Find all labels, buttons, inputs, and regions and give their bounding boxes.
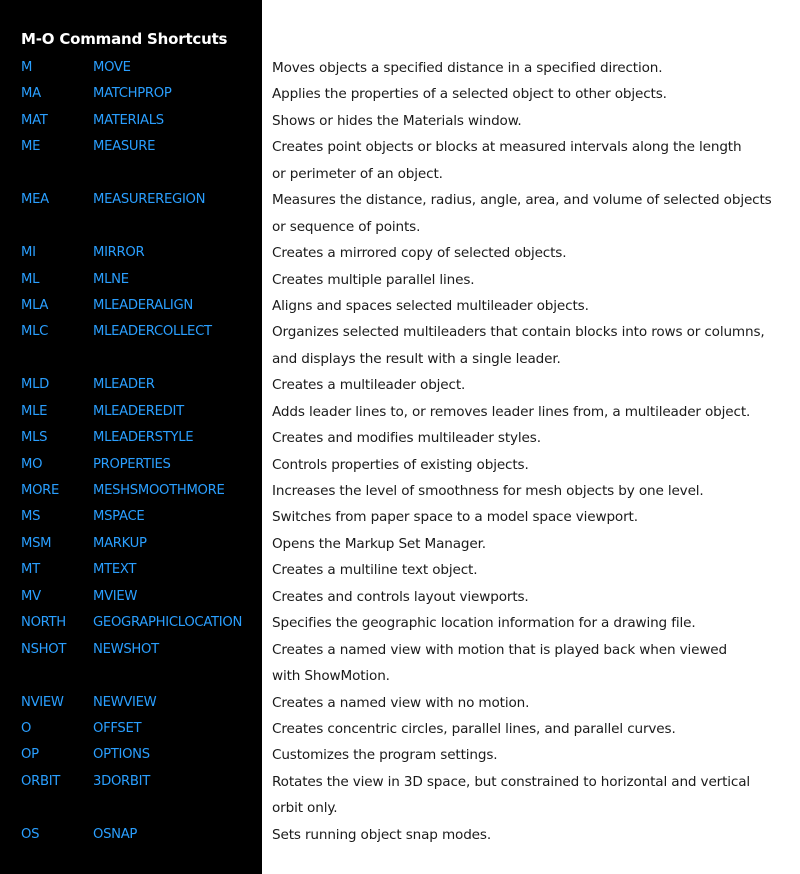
shortcut-row bbox=[0, 187, 800, 240]
command-description: Creates and modifies multileader styles. bbox=[272, 430, 541, 447]
command-description: Controls properties of existing objects. bbox=[272, 456, 529, 473]
shortcut-row-line bbox=[0, 108, 800, 134]
command-description: Switches from paper space to a model space viewport. bbox=[272, 509, 638, 526]
command-description: Moves objects a specified distance in a specified direction. bbox=[272, 60, 663, 76]
shortcut-row-line bbox=[0, 637, 800, 663]
shortcut-alias: MS bbox=[21, 509, 41, 525]
shortcut-row bbox=[0, 399, 800, 425]
command-description: Creates point objects or blocks at measured intervals along the length bbox=[272, 139, 742, 156]
shortcut-alias: NORTH bbox=[21, 615, 66, 631]
command-name: MOVE bbox=[93, 60, 131, 75]
shortcut-row-line bbox=[0, 822, 800, 848]
shortcut-row-line bbox=[0, 557, 800, 583]
command-description: Opens the Markup Set Manager. bbox=[272, 535, 486, 552]
shortcut-alias: MI bbox=[21, 245, 36, 261]
command-name: PROPERTIES bbox=[93, 456, 171, 472]
shortcut-row-line bbox=[0, 452, 800, 478]
command-description: Creates multiple parallel lines. bbox=[272, 271, 475, 288]
command-description: Aligns and spaces selected multileader objects. bbox=[272, 297, 589, 314]
shortcut-row bbox=[0, 372, 800, 398]
command-description: Creates and controls layout viewports. bbox=[272, 588, 529, 605]
shortcut-row-line bbox=[0, 55, 800, 81]
command-name: OFFSET bbox=[93, 720, 142, 736]
shortcut-row-line bbox=[0, 399, 800, 425]
shortcut-row-line bbox=[0, 610, 800, 636]
command-description: Organizes selected multileaders that contain blocks into rows or columns, bbox=[272, 324, 765, 341]
shortcut-alias: MA bbox=[21, 86, 41, 102]
command-name: MLEADERSTYLE bbox=[93, 430, 194, 446]
shortcut-row-line bbox=[0, 267, 800, 293]
shortcut-row-line bbox=[0, 187, 800, 213]
shortcut-row-line bbox=[0, 319, 800, 345]
command-name: MSPACE bbox=[93, 509, 145, 525]
command-name: MATERIALS bbox=[93, 112, 164, 128]
command-name: MEASUREREGION bbox=[93, 192, 206, 208]
command-description: with ShowMotion. bbox=[272, 668, 390, 685]
shortcut-alias: MEA bbox=[21, 192, 49, 208]
shortcut-row bbox=[0, 769, 800, 822]
shortcut-row bbox=[0, 293, 800, 319]
command-name: NEWVIEW bbox=[93, 694, 157, 710]
shortcut-row-line bbox=[0, 372, 800, 398]
command-name: MLEADERCOLLECT bbox=[93, 324, 212, 340]
shortcut-alias: MO bbox=[21, 456, 43, 472]
shortcut-row-line bbox=[0, 425, 800, 451]
command-description: Creates a multiline text object. bbox=[272, 562, 478, 579]
shortcut-row bbox=[0, 55, 800, 81]
shortcut-row-line bbox=[0, 663, 800, 689]
shortcut-row-line bbox=[0, 769, 800, 795]
shortcut-row-line bbox=[0, 134, 800, 160]
shortcut-alias: OP bbox=[21, 747, 39, 763]
command-name: GEOGRAPHICLOCATION bbox=[93, 615, 243, 631]
command-name: MVIEW bbox=[93, 588, 138, 604]
command-name: MARKUP bbox=[93, 535, 147, 551]
command-description: Creates a named view with no motion. bbox=[272, 694, 530, 711]
shortcut-row-line bbox=[0, 504, 800, 530]
command-description: Creates a named view with motion that is played back when viewed bbox=[272, 641, 727, 658]
shortcut-row bbox=[0, 81, 800, 107]
shortcut-row-line bbox=[0, 531, 800, 557]
command-description: Creates concentric circles, parallel lines, and parallel curves. bbox=[272, 720, 676, 737]
shortcut-alias: MSM bbox=[21, 535, 52, 551]
shortcut-alias: ORBIT bbox=[21, 773, 61, 789]
shortcut-row bbox=[0, 690, 800, 716]
command-description: or perimeter of an object. bbox=[272, 165, 443, 182]
command-description: or sequence of points. bbox=[272, 218, 421, 235]
shortcut-row bbox=[0, 716, 800, 742]
command-name: OPTIONS bbox=[93, 747, 150, 763]
shortcut-row-line bbox=[0, 742, 800, 768]
command-name: MTEXT bbox=[93, 562, 137, 578]
shortcut-row-line bbox=[0, 293, 800, 319]
command-name: MEASURE bbox=[93, 139, 156, 155]
command-name: 3DORBIT bbox=[93, 773, 150, 789]
command-description: Applies the properties of a selected object to other objects. bbox=[272, 86, 667, 103]
shortcut-alias: MT bbox=[21, 562, 40, 578]
shortcut-row-line bbox=[0, 161, 800, 187]
command-name: NEWSHOT bbox=[93, 641, 159, 657]
shortcut-row-line bbox=[0, 240, 800, 266]
shortcut-alias: MLS bbox=[21, 430, 48, 446]
command-description: Rotates the view in 3D space, but constrained to horizontal and vertical bbox=[272, 773, 751, 790]
shortcut-row bbox=[0, 637, 800, 690]
shortcut-alias: MLC bbox=[21, 324, 49, 340]
command-name: MLNE bbox=[93, 271, 129, 287]
shortcut-alias: MLE bbox=[21, 403, 48, 419]
shortcut-row-line bbox=[0, 716, 800, 742]
shortcut-alias: OS bbox=[21, 826, 40, 842]
shortcut-alias: ML bbox=[21, 271, 40, 287]
shortcut-row bbox=[0, 267, 800, 293]
command-description: and displays the result with a single leader. bbox=[272, 350, 561, 367]
shortcut-alias: ME bbox=[21, 139, 41, 155]
command-description: Specifies the geographic location information for a drawing file. bbox=[272, 615, 696, 632]
command-description: Creates a multileader object. bbox=[272, 377, 466, 394]
command-name: MLEADER bbox=[93, 377, 155, 393]
shortcut-row bbox=[0, 584, 800, 610]
command-description: Sets running object snap modes. bbox=[272, 826, 491, 843]
shortcut-alias: MLD bbox=[21, 377, 49, 393]
shortcut-row bbox=[0, 531, 800, 557]
shortcut-row-line bbox=[0, 81, 800, 107]
shortcut-alias: M bbox=[21, 60, 33, 75]
shortcut-row bbox=[0, 134, 800, 187]
shortcut-row-line bbox=[0, 214, 800, 240]
shortcut-alias: MV bbox=[21, 588, 41, 604]
shortcut-row-line bbox=[0, 346, 800, 372]
shortcut-row bbox=[0, 478, 800, 504]
shortcut-row-line bbox=[0, 478, 800, 504]
shortcut-row bbox=[0, 742, 800, 768]
command-name: MLEADERALIGN bbox=[93, 297, 193, 313]
shortcut-row bbox=[0, 240, 800, 266]
shortcut-list bbox=[0, 55, 800, 848]
shortcut-row bbox=[0, 610, 800, 636]
shortcut-alias: MORE bbox=[21, 483, 60, 498]
shortcut-row bbox=[0, 452, 800, 478]
command-name: MATCHPROP bbox=[93, 86, 172, 102]
shortcut-alias: NSHOT bbox=[21, 641, 67, 657]
command-description: Creates a mirrored copy of selected objects. bbox=[272, 245, 567, 262]
shortcut-row bbox=[0, 319, 800, 372]
shortcut-row bbox=[0, 108, 800, 134]
command-name: OSNAP bbox=[93, 826, 138, 842]
shortcut-alias: MLA bbox=[21, 297, 49, 313]
page-title: M-O Command Shortcuts bbox=[21, 30, 228, 48]
command-name: MLEADEREDIT bbox=[93, 403, 184, 419]
shortcut-row bbox=[0, 425, 800, 451]
shortcut-alias: NVIEW bbox=[21, 694, 64, 710]
command-description: Shows or hides the Materials window. bbox=[272, 112, 522, 129]
command-name: MESHSMOOTHMORE bbox=[93, 483, 225, 498]
shortcut-alias: O bbox=[21, 720, 32, 736]
shortcut-row-line bbox=[0, 795, 800, 821]
command-name: MIRROR bbox=[93, 245, 145, 261]
shortcut-row bbox=[0, 557, 800, 583]
command-description: orbit only. bbox=[272, 800, 338, 817]
command-description: Adds leader lines to, or removes leader lines from, a multileader object. bbox=[272, 403, 751, 420]
command-description: Measures the distance, radius, angle, area, and volume of selected objects bbox=[272, 192, 772, 209]
shortcut-row-line bbox=[0, 584, 800, 610]
command-description: Increases the level of smoothness for mesh objects by one level. bbox=[272, 483, 704, 499]
shortcut-alias: MAT bbox=[21, 112, 48, 128]
shortcut-row bbox=[0, 822, 800, 848]
shortcut-row-line bbox=[0, 690, 800, 716]
shortcut-row bbox=[0, 504, 800, 530]
command-description: Customizes the program settings. bbox=[272, 747, 498, 764]
